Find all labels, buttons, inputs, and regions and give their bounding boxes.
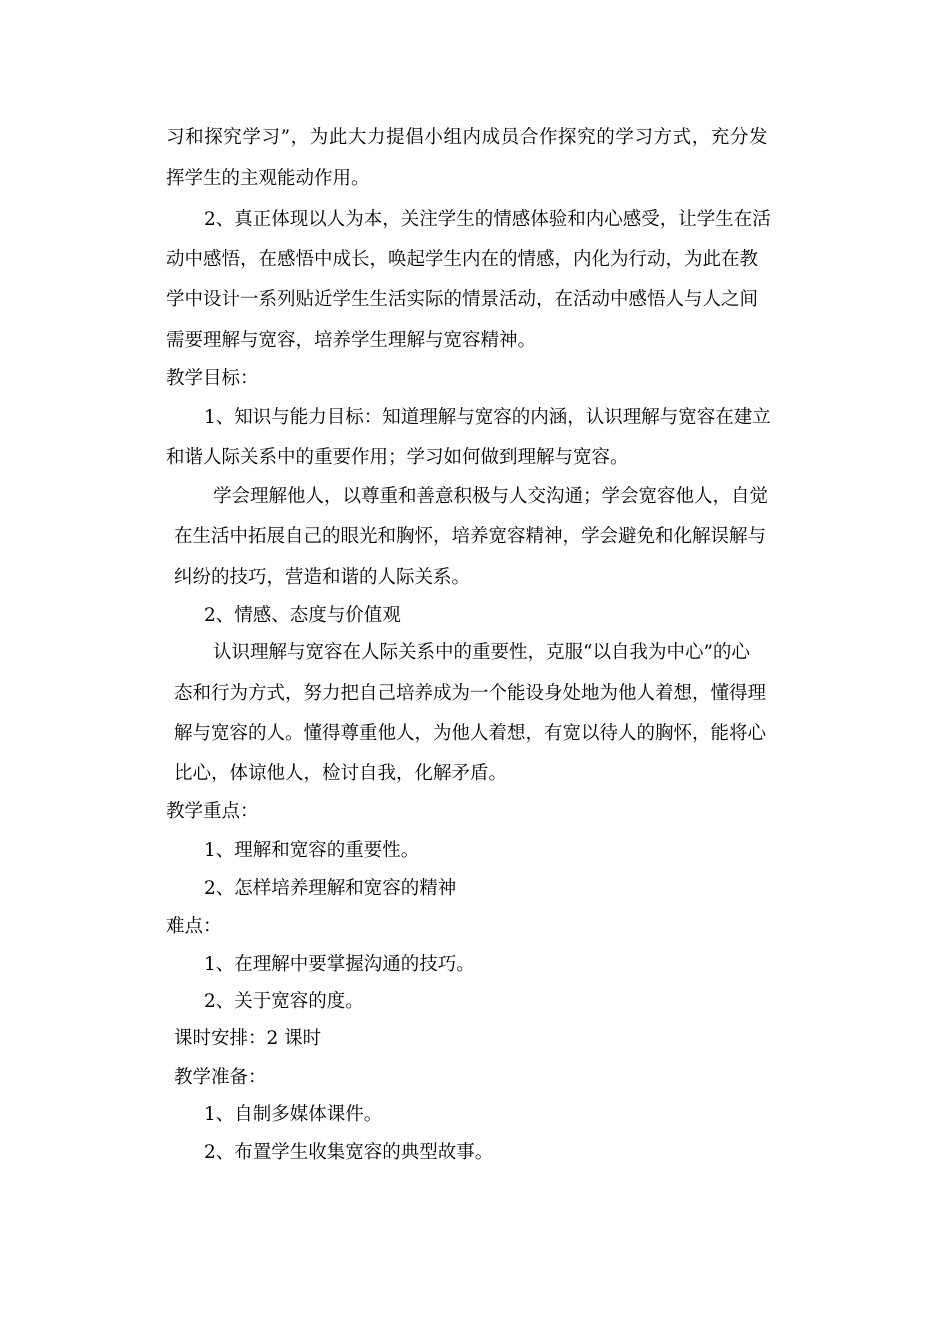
list-item: 2、关于宽容的度。: [204, 991, 364, 1012]
text-line: 态和行为方式，努力把自己培养成为一个能设身处地为他人着想，懂得理: [174, 683, 767, 704]
text-line: 认识理解与宽容在人际关系中的重要性，克服“以自我为中心”的心: [213, 642, 750, 663]
section-heading: 教学准备：: [174, 1067, 267, 1088]
text-line: 比心，体谅他人，检讨自我，化解矛盾。: [174, 763, 508, 784]
text-line: 学会理解他人，以尊重和善意积极与人交沟通；学会宽容他人，自觉: [213, 486, 769, 507]
list-item: 2、布置学生收集宽容的典型故事。: [204, 1142, 494, 1163]
text-line: 在生活中拓展自己的眼光和胸怀，培养宽容精神，学会避免和化解误解与: [174, 526, 767, 547]
list-item: 1、在理解中要掌握沟通的技巧。: [204, 954, 475, 975]
section-heading: 课时安排：2 课时: [174, 1028, 322, 1049]
text-line: 习和探究学习”，为此大力提倡小组内成员合作探究的学习方式，充分发: [166, 127, 769, 148]
text-line: 学中设计一系列贴近学生生活实际的情景活动，在活动中感悟人与人之间: [166, 289, 759, 310]
list-item: 1、理解和宽容的重要性。: [204, 840, 420, 861]
text-line: 纠纷的技巧，营造和谐的人际关系。: [174, 567, 471, 588]
list-item: 1、自制多媒体课件。: [204, 1104, 383, 1125]
text-line: 挥学生的主观能动作用。: [166, 168, 370, 189]
list-item: 2、怎样培养理解和宽容的精神: [204, 878, 457, 899]
section-heading: 难点：: [166, 916, 222, 937]
section-heading: 教学目标：: [166, 368, 259, 389]
text-line: 和谐人际关系中的重要作用；学习如何做到理解与宽容。: [166, 447, 629, 468]
text-line: 动中感悟，在感悟中成长，唤起学生内在的情感，内化为行动，为此在教: [166, 249, 759, 270]
section-heading: 教学重点：: [166, 801, 259, 822]
text-line: 解与宽容的人。懂得尊重他人，为他人着想，有宽以待人的胸怀，能将心: [174, 723, 767, 744]
text-line: 2、情感、态度与价值观: [204, 605, 401, 626]
text-line: 需要理解与宽容，培养学生理解与宽容精神。: [166, 330, 537, 351]
text-line: 2、真正体现以人为本，关注学生的情感体验和内心感受，让学生在活: [204, 209, 771, 230]
text-line: 1、知识与能力目标：知道理解与宽容的内涵，认识理解与宽容在建立: [204, 407, 771, 428]
